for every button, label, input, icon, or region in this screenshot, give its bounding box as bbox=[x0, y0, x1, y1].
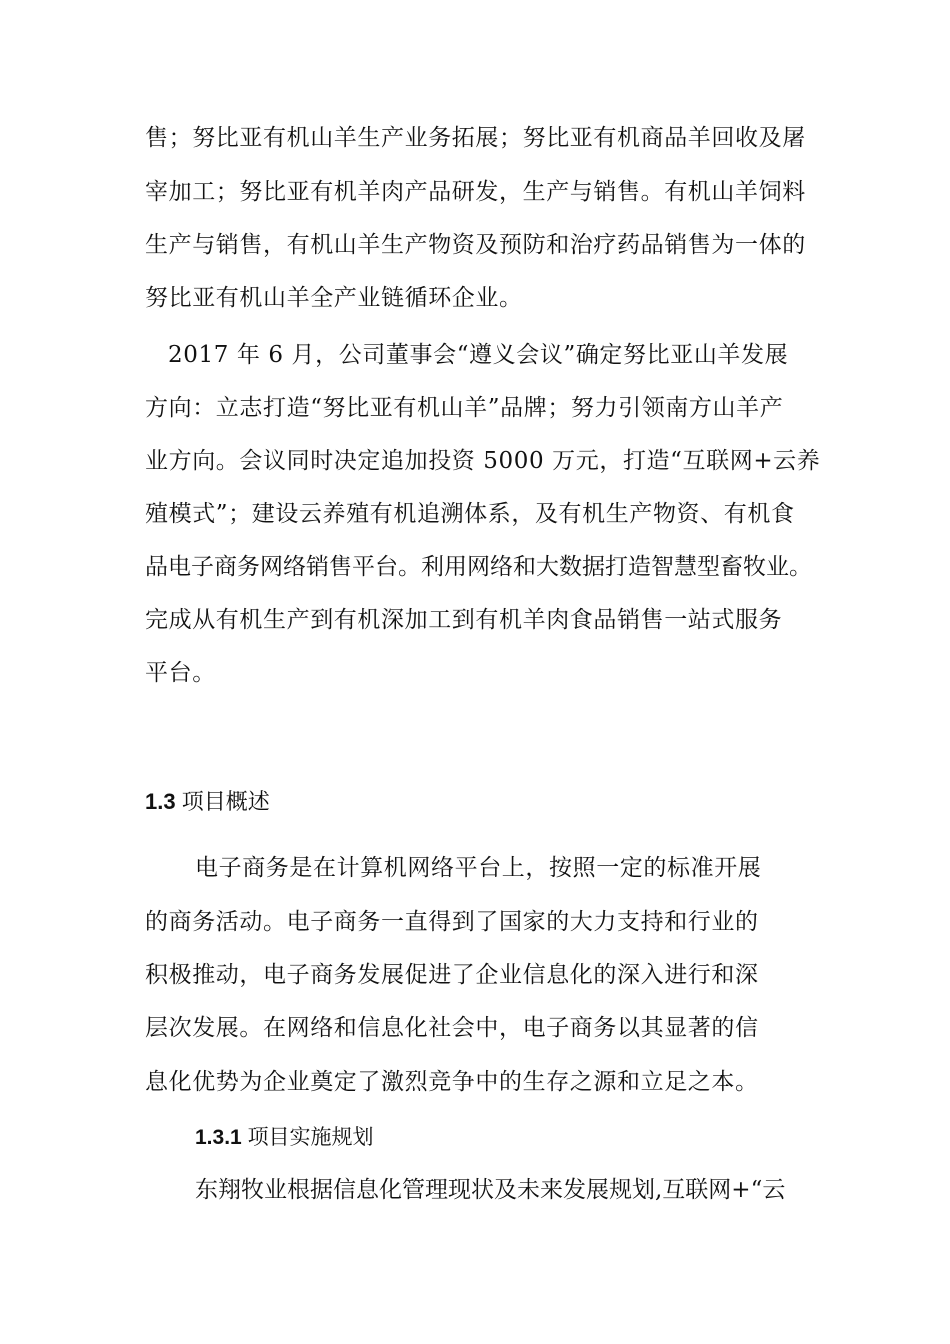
paragraph-line: 售；努比亚有机山羊生产业务拓展；努比亚有机商品羊回收及屠 bbox=[145, 125, 806, 151]
section-number: 1.3.1 bbox=[195, 1126, 242, 1149]
section-heading-1-3 bbox=[145, 787, 270, 818]
paragraph-line: 方向：立志打造“努比亚有机山羊”品牌；努力引领南方山羊产 bbox=[145, 395, 784, 421]
paragraph-line: 积极推动，电子商务发展促进了企业信息化的深入进行和深 bbox=[145, 962, 759, 988]
paragraph-line: 殖模式”；建设云养殖有机追溯体系，及有机生产物资、有机食 bbox=[145, 501, 795, 527]
section-title: 项目概述 bbox=[181, 790, 270, 815]
paragraph-line: 的商务活动。电子商务一直得到了国家的大力支持和行业的 bbox=[145, 909, 759, 935]
paragraph-line: 息化优势为企业奠定了激烈竞争中的生存之源和立足之本。 bbox=[145, 1069, 759, 1095]
paragraph-line: 品电子商务网络销售平台。利用网络和大数据打造智慧型畜牧业。 bbox=[145, 554, 812, 580]
paragraph-line: 电子商务是在计算机网络平台上，按照一定的标准开展 bbox=[195, 855, 762, 881]
paragraph-line: 平台。 bbox=[145, 660, 216, 686]
section-number: 1.3 bbox=[145, 789, 176, 814]
paragraph-line: 业方向。会议同时决定追加投资 5000 万元，打造“互联网+云养 bbox=[145, 448, 821, 474]
paragraph-line: 宰加工；努比亚有机羊肉产品研发，生产与销售。有机山羊饲料 bbox=[145, 179, 806, 205]
paragraph-line: 生产与销售，有机山羊生产物资及预防和治疗药品销售为一体的 bbox=[145, 232, 806, 258]
paragraph-line: 完成从有机生产到有机深加工到有机羊肉食品销售一站式服务 bbox=[145, 607, 783, 633]
paragraph-line: 努比亚有机山羊全产业链循环企业。 bbox=[145, 285, 523, 311]
paragraph-line: 东翔牧业根据信息化管理现状及未来发展规划,互联网+“云 bbox=[195, 1177, 786, 1203]
paragraph-line: 层次发展。在网络和信息化社会中，电子商务以其显著的信 bbox=[145, 1015, 759, 1041]
section-title: 项目实施规划 bbox=[247, 1125, 374, 1149]
paragraph-line: 2017 年 6 月，公司董事会“遵义会议”确定努比亚山羊发展 bbox=[168, 342, 789, 368]
section-heading-1-3-1 bbox=[195, 1122, 374, 1153]
